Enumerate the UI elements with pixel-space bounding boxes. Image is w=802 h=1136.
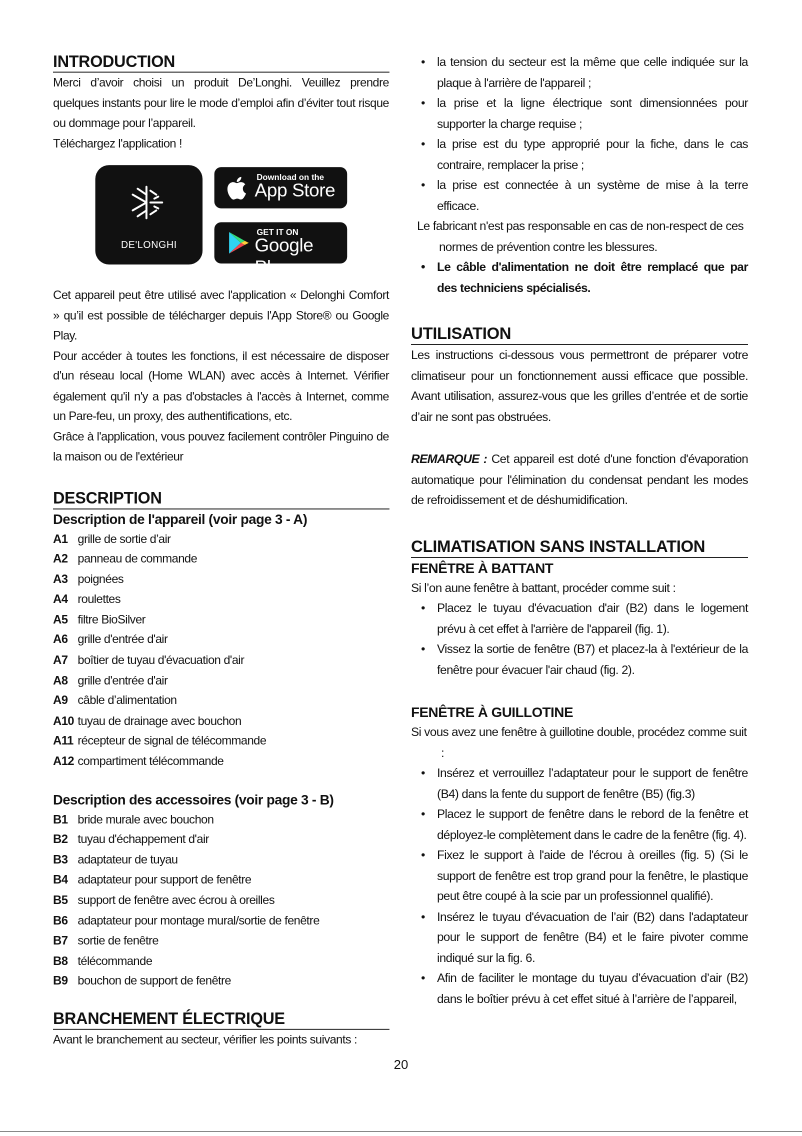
utilisation-paragraph: Les instructions ci-dessous vous permettront de préparer votre climatiseur pour un fonctionnement aussi efficace que possible. Avant utilisation, assurez-vous que les grilles d’entrée et de sortie d’air ne sont pas obstruées.: [411, 348, 748, 424]
app-download-badges: [53, 159, 389, 285]
description-heading: DESCRIPTION: [53, 488, 389, 509]
list-item: B5 support de fenêtre avec écrou à oreilles: [53, 893, 275, 907]
fenetre-battant-heading: FENÊTRE À BATTANT: [411, 559, 554, 576]
list-item: • Placez le support de fenêtre dans le rebord de la fenêtre et déployez-le complètement dans le cadre de la fenêtre (fig. 4).: [421, 807, 748, 842]
app-store-big-text: App Store: [254, 180, 336, 202]
list-item: A12 compartiment télécommande: [53, 754, 224, 769]
climatisation-heading: CLIMATISATION SANS INSTALLATION: [411, 537, 748, 558]
intro-paragraph-2: Téléchargez l'application !: [53, 136, 182, 150]
list-item: • la prise et la ligne électrique sont dimensionnées pour supporter la charge requise ;: [421, 96, 748, 131]
google-play-badge[interactable]: [214, 222, 347, 279]
list-item: • Placez le tuyau d'évacuation d'air (B2) dans le logement prévu à cet effet à l'arrière de l'appareil (fig. 1).: [421, 601, 748, 636]
list-item: • Afin de faciliter le montage du tuyau d’évacuation d’air (B2) dans le boîtier prévu à cet effet situé à l’arrière de l’appareil,: [421, 971, 748, 1006]
list-item: A8 grille d'entrée d'air: [53, 673, 168, 688]
guillotine-steps: [411, 763, 748, 1009]
list-item: A2 panneau de commande: [53, 551, 198, 566]
right-column: [411, 52, 748, 1009]
list-item: B2 tuyau d'échappement d'air: [53, 832, 209, 847]
list-item: A7 boîtier de tuyau d'évacuation d'air: [53, 653, 245, 667]
intro-paragraph-4: Pour accéder à toutes les fonctions, il est nécessaire de disposer d'un réseau local (Home WLAN) avec accès à Internet. Vérifier également qu'il n'y a pas d'obstacles à l'accès à Internet, comme un Pare-feu, un proxy, des authentifications, etc.: [53, 348, 389, 423]
list-item: A3 poignées: [53, 572, 124, 586]
battant-intro: Si l’on aune fenêtre à battant, procéder comme suit :: [411, 580, 676, 595]
intro-paragraph-1: Merci d’avoir choisi un produit De’Longhi. Veuillez prendre quelques instants pour lire le mode d’emploi afin d’éviter tout risque ou dommage pour l’appareil.: [53, 75, 389, 130]
list-item: A4 roulettes: [53, 592, 121, 607]
list-item: A1 grille de sortie d’air: [53, 531, 171, 546]
list-item: B7 sortie de fenêtre: [53, 933, 159, 948]
list-item: • Insérez le tuyau d'évacuation de l’air (B2) dans l'adaptateur pour le support de fenêtre (B4) et le faire pivoter comme indiqué sur la fig. 6.: [421, 909, 748, 965]
list-item: B6 adaptateur pour montage mural/sortie de fenêtre: [53, 913, 320, 928]
google-play-big-text: Google Play: [254, 235, 314, 279]
list-item: • la prise est du type approprié pour la fiche, dans le cas contraire, remplacer la prise ;: [421, 137, 748, 172]
list-item: A10 tuyau de drainage avec bouchon: [53, 713, 242, 728]
left-column: [53, 52, 389, 1050]
list-item: A11 récepteur de signal de télécommande: [53, 734, 267, 748]
list-item: • Vissez la sortie de fenêtre (B7) et placez-la à l'extérieur de la fenêtre pour évacuer l'air chaud (fig. 2).: [421, 642, 748, 677]
page-number: 20: [393, 1057, 409, 1072]
appliance-parts-list: [53, 529, 389, 772]
list-item: • la tension du secteur est la même que celle indiquée sur la plaque à l'arrière de l'appareil ;: [421, 55, 748, 90]
accessories-description-subheading: Description des accessoires (voir page 3 - B): [53, 791, 334, 808]
app-store-small-text: Download on the: [256, 172, 324, 182]
list-item: B1 bride murale avec bouchon: [53, 812, 214, 826]
delonghi-app-logo[interactable]: [95, 165, 202, 264]
intro-paragraph-3: Cet appareil peut être utilisé avec l'application « Delonghi Comfort » qu’il est possible de télécharger depuis l'App Store® ou Google Play.: [53, 288, 389, 343]
list-item: B4 adaptateur pour support de fenêtre: [53, 872, 252, 887]
list-item: A9 câble d’alimentation: [53, 693, 177, 708]
branchement-paragraph: Avant le branchement au secteur, vérifier les points suivants :: [53, 1032, 357, 1047]
introduction-heading: INTRODUCTION: [53, 52, 389, 73]
cable-warning: • Le câble d'alimentation ne doit être remplacé que par des techniciens spécialisés.: [421, 260, 748, 295]
electrical-check-list: [411, 52, 748, 216]
fenetre-guillotine-heading: FENÊTRE À GUILLOTINE: [411, 704, 574, 720]
fabricant-note: Le fabricant n'est pas responsable en cas de non-respect de ces normes de prévention contre les blessures.: [417, 219, 744, 254]
accessories-list: [53, 809, 389, 991]
bottom-rule: [0, 1131, 802, 1132]
utilisation-heading: UTILISATION: [411, 324, 748, 345]
list-item: B8 télécommande: [53, 953, 153, 968]
guillotine-intro: Si vous avez une fenêtre à guillotine double, procédez comme suit :: [411, 725, 747, 760]
snowflake-sun-icon: [129, 183, 168, 222]
list-item: B9 bouchon de support de fenêtre: [53, 974, 231, 988]
list-item: • Fixez le support à l'aide de l'écrou à oreilles (fig. 5) (Si le support de fenêtre est trop grand pour la fenêtre, le plastique peut être coupé à la scie par un professionnel qualifié).: [421, 848, 748, 903]
remarque-label: REMARQUE :: [411, 452, 488, 466]
appliance-description-subheading: Description de l'appareil (voir page 3 - A): [53, 510, 308, 527]
list-item: A5 filtre BioSilver: [53, 612, 146, 627]
branchement-heading: BRANCHEMENT ÉLECTRIQUE: [53, 1009, 389, 1030]
battant-steps: [411, 598, 748, 680]
list-item: • la prise est connectée à un système de mise à la terre efficace.: [421, 178, 748, 213]
list-item: A6 grille d'entrée d'air: [53, 632, 168, 647]
google-play-icon: [224, 229, 252, 257]
list-item: B3 adaptateur de tuyau: [53, 852, 178, 867]
list-item: • Insérez et verrouillez l’adaptateur pour le support de fenêtre (B4) dans la fente du support de fenêtre (B5) (fig.3): [421, 766, 748, 801]
intro-paragraph-5: Grâce à l'application, vous pouvez facilement contrôler Pinguino de la maison ou de l'extérieur: [53, 429, 389, 464]
app-logo-text: DE'LONGHI: [120, 239, 177, 251]
apple-icon: [224, 174, 252, 202]
app-store-badge[interactable]: [214, 167, 347, 208]
remarque-paragraph: REMARQUE : Cet appareil est doté d'une fonction d'évaporation automatique pour l'élimination du condensat pendant les modes de refroidissement et de déshumidification.: [411, 452, 748, 507]
google-play-small-text: GET IT ON: [256, 227, 299, 237]
